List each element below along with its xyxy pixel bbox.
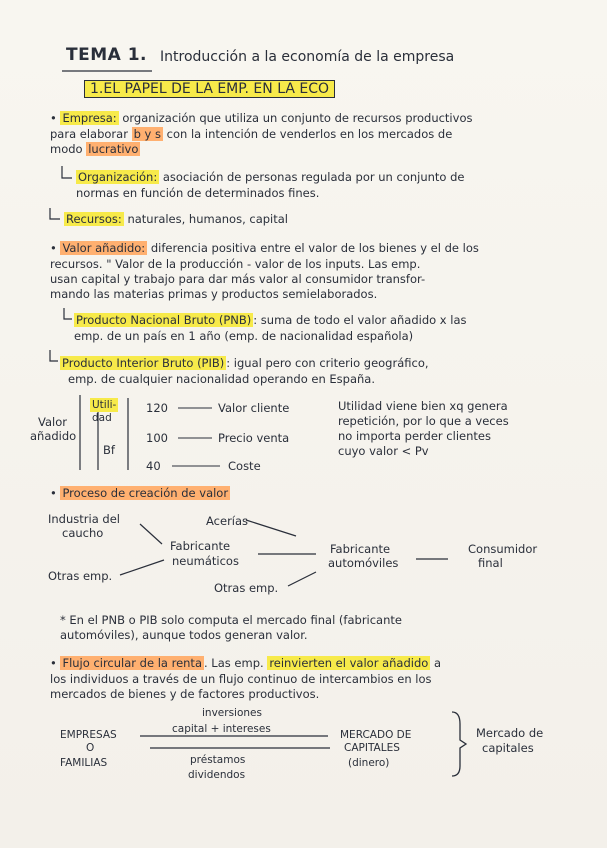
valor-anadido-line-2: recursos. " Valor de la producción - valor de los inputs. Las emp. [50,257,421,271]
pnb-text-1: : suma de todo el valor añadido x las [253,313,467,327]
consumidor-final-1: Consumidor [468,542,538,556]
valor-side-label-2: añadido [30,429,77,443]
pib-line-2: emp. de cualquier nacionalidad operando en España. [68,372,376,386]
valor-anadido-label: Valor añadido: [62,241,146,255]
proceso-title: Proceso de creación de valor [62,486,229,500]
familias-label: FAMILIAS [60,757,108,769]
fabricante-neumaticos-2: neumáticos [172,554,239,568]
valor-anadido-text-1: diferencia positiva entre el valor de los bienes y el de los [150,241,479,255]
row-label-1: Valor cliente [218,401,290,415]
arrow-recursos [50,208,60,219]
recursos-label: Recursos: [66,212,122,226]
pib-text-1: : igual pero con criterio geográfico, [226,356,429,370]
o-label: O [86,742,95,754]
organizacion-line-2: normas en función de determinados fines. [76,186,320,200]
dividendos-label: dividendos [188,769,246,781]
pib-line-1 [60,356,429,370]
arrow-organizacion [62,166,72,178]
pib-label: Producto Interior Bruto (PIB) [62,356,225,370]
flujo-text-1a: . Las emp. [204,656,264,670]
capitales-label: CAPITALES [344,742,400,754]
mercado-capitales-2: capitales [482,741,534,755]
pnb-label: Producto Nacional Bruto (PNB) [76,313,252,327]
mercado-capitales-1: Mercado de [476,726,544,740]
utilidad-label-1: Utili- [92,399,117,411]
empresa-text-1: organización que utiliza un conjunto de recursos productivos [122,111,473,125]
arrow-caucho-fab [140,524,162,544]
nota-pnb-line-1: * En el PNB o PIB solo computa el mercado final (fabricante [60,613,402,627]
fabricante-automoviles-2: automóviles [328,556,399,570]
tema-title: Introducción a la economía de la empresa [160,49,455,65]
empresa-definition-line-2 [50,127,452,141]
otras-empresas-2: Otras emp. [214,581,279,595]
utilidad-label-2: dad [92,412,112,424]
industria-label-1: Industria del [48,512,120,526]
mercado-de-label: MERCADO DE [340,729,412,741]
row-value-1: 120 [146,401,168,415]
arrow-pib [50,350,58,361]
consumidor-final-2: final [478,556,503,570]
row-value-2: 100 [146,431,168,445]
empresa-label: Empresa: [62,111,117,125]
flujo-label: Flujo circular de la renta [62,656,202,670]
dinero-label: (dinero) [348,757,390,769]
arrow-otras-auto [288,572,316,586]
pnb-line-2: emp. de un país en 1 año (emp. de nacionalidad española) [74,329,414,343]
bf-label: Bf [103,443,115,457]
proceso-heading: • Proceso de creación de valor [50,486,229,500]
row-label-2: Precio venta [218,431,290,445]
organizacion-line-1 [76,170,465,184]
fabricante-neumaticos-1: Fabricante [170,539,231,553]
flujo-line-2: los individuos a través de un flujo continuo de intercambios en los [50,672,432,686]
organizacion-text-1: asociación de personas regulada por un conjunto de [162,170,465,184]
arrow-acerias-auto [246,520,296,536]
valor-anadido-line-3: usan capital y trabajo para dar más valor al consumidor transfor- [50,272,426,286]
empresa-definition-line-3 [50,142,140,156]
empresa-definition-line-1: • Empresa: organización que utiliza un conjunto de recursos productivos [50,111,473,125]
prestamos-label: préstamos [190,754,246,766]
row-label-3: Coste [228,459,261,473]
flujo-line-1: • Flujo circular de la renta . Las emp. reinvierten el valor añadido a [50,656,442,670]
inversiones-label: inversiones [202,707,262,719]
recursos-text: naturales, humanos, capital [127,212,289,226]
nota-pnb-line-2: automóviles), aunque todos generan valor. [60,628,308,642]
valor-anadido-line-1: • Valor añadido: diferencia positiva entre el valor de los bienes y el de los [50,241,479,255]
organizacion-label: Organización: [78,170,158,184]
section-heading: 1.EL PAPEL DE LA EMP. EN LA ECO [84,80,335,98]
recursos-line [64,212,288,226]
otras-empresas-1: Otras emp. [48,569,113,583]
flujo-line-3: mercados de bienes y de factores productivos. [50,687,320,701]
nota-pnb-text-1: En el PNB o PIB solo computa el mercado final (fabricante [69,613,402,627]
diagram-note-3: no importa perder clientes [338,429,491,443]
empresa-lucrativo: lucrativo [88,142,139,156]
empresa-bys: b y s [133,127,162,141]
arrow-otras-fab [120,560,164,575]
valor-side-label-1: Valor [38,415,67,429]
industria-label-2: caucho [62,526,104,540]
flujo-text-1c: a [433,656,442,670]
empresa-text-2c: con la intención de venderlos en los mercados de [166,127,453,141]
acerias-label: Acerías [206,514,249,528]
empresas-label: EMPRESAS [60,729,117,741]
valor-anadido-line-4: mando las materias primas y productos semielaborados. [50,287,378,301]
pnb-line-1 [74,313,467,327]
flujo-highlight: reinvierten el valor añadido [269,656,429,670]
row-value-3: 40 [146,459,161,473]
brace-mercado [452,712,466,776]
tema-number: TEMA 1. [66,45,147,65]
empresa-text-3a: modo [50,142,83,156]
diagram-note-4: cuyo valor < Pv [338,444,429,458]
fabricante-automoviles-1: Fabricante [330,542,391,556]
arrow-pnb [64,308,72,319]
diagram-note-2: repetición, por lo que a veces [338,414,509,428]
capital-intereses-label: capital + intereses [172,723,271,735]
empresa-text-2a: para elaborar [50,127,128,141]
diagram-note-1: Utilidad viene bien xq genera [338,399,508,413]
